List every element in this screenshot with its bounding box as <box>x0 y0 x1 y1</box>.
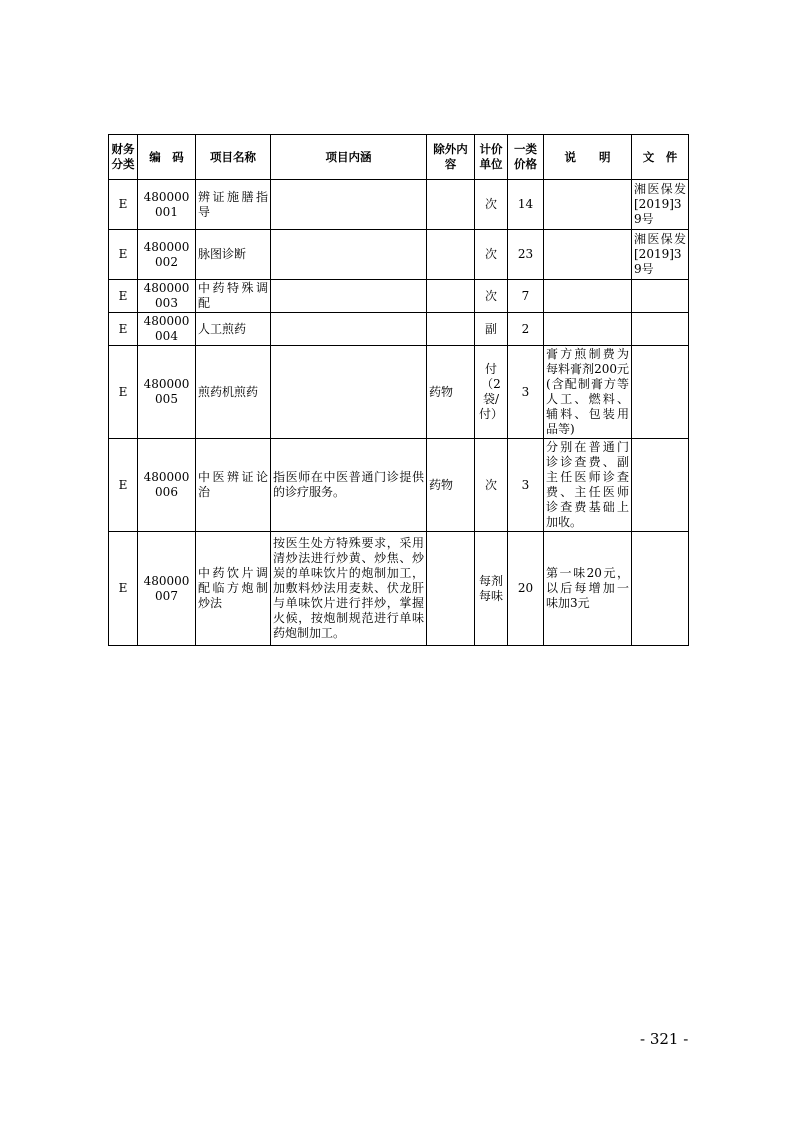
cell-document <box>632 532 689 646</box>
cell-unit: 次 <box>475 280 508 313</box>
cell-document <box>632 346 689 439</box>
cell-price: 3 <box>508 439 544 532</box>
cell-content: 按医生处方特殊要求，采用清炒法进行炒黄、炒焦、炒炭的单味饮片的炮制加工，加敷料炒法用麦麸、伏龙肝与单味饮片进行拌炒，掌握火候，按炮制规范进行单味药炮制加工。 <box>271 532 427 646</box>
cell-exclusions <box>427 280 475 313</box>
header-name: 项目名称 <box>196 135 271 180</box>
header-price: 一类价格 <box>508 135 544 180</box>
cell-category: E <box>109 439 138 532</box>
cell-exclusions <box>427 532 475 646</box>
cell-price: 23 <box>508 230 544 280</box>
cell-price: 20 <box>508 532 544 646</box>
cell-price: 7 <box>508 280 544 313</box>
cell-category: E <box>109 230 138 280</box>
cell-category: E <box>109 180 138 230</box>
cell-note <box>544 230 632 280</box>
cell-exclusions <box>427 230 475 280</box>
cell-name: 煎药机煎药 <box>196 346 271 439</box>
cell-exclusions <box>427 313 475 346</box>
cell-note: 第一味20元，以后每增加一味加3元 <box>544 532 632 646</box>
header-content: 项目内涵 <box>271 135 427 180</box>
cell-unit: 次 <box>475 230 508 280</box>
cell-price: 3 <box>508 346 544 439</box>
cell-category: E <box>109 346 138 439</box>
table-row <box>109 532 689 646</box>
cell-price: 14 <box>508 180 544 230</box>
cell-document <box>632 313 689 346</box>
cell-unit: 副 <box>475 313 508 346</box>
cell-name: 辨证施膳指导 <box>196 180 271 230</box>
cell-document: 湘医保发[2019]39号 <box>632 230 689 280</box>
cell-note <box>544 313 632 346</box>
cell-code: 480000007 <box>138 532 196 646</box>
cell-note <box>544 180 632 230</box>
cell-note: 分别在普通门诊诊查费、副主任医师诊查费、主任医师诊查费基础上加收。 <box>544 439 632 532</box>
cell-category: E <box>109 280 138 313</box>
header-code: 编 码 <box>138 135 196 180</box>
cell-unit: 付（2袋/付） <box>475 346 508 439</box>
cell-unit: 次 <box>475 439 508 532</box>
cell-name: 中药特殊调配 <box>196 280 271 313</box>
header-exclusions: 除外内容 <box>427 135 475 180</box>
cell-content <box>271 230 427 280</box>
cell-name: 脉图诊断 <box>196 230 271 280</box>
cell-code: 480000004 <box>138 313 196 346</box>
table-row <box>109 280 689 313</box>
cell-name: 中药饮片调配临方炮制炒法 <box>196 532 271 646</box>
cell-document: 湘医保发[2019]39号 <box>632 180 689 230</box>
cell-unit: 次 <box>475 180 508 230</box>
cell-code: 480000003 <box>138 280 196 313</box>
table-row <box>109 313 689 346</box>
header-document: 文 件 <box>632 135 689 180</box>
cell-category: E <box>109 532 138 646</box>
cell-name: 人工煎药 <box>196 313 271 346</box>
cell-note: 膏方煎制费为每料膏剂200元(含配制膏方等人工、燃料、辅料、包装用品等) <box>544 346 632 439</box>
cell-unit: 每剂每味 <box>475 532 508 646</box>
cell-note <box>544 280 632 313</box>
table-row <box>109 180 689 230</box>
page-number: - 321 - <box>640 1030 689 1048</box>
cell-content <box>271 313 427 346</box>
price-table <box>108 134 689 646</box>
cell-content: 指医师在中医普通门诊提供的诊疗服务。 <box>271 439 427 532</box>
cell-code: 480000001 <box>138 180 196 230</box>
cell-price: 2 <box>508 313 544 346</box>
cell-content <box>271 346 427 439</box>
header-unit: 计价单位 <box>475 135 508 180</box>
header-row <box>109 135 689 180</box>
cell-exclusions: 药物 <box>427 346 475 439</box>
cell-code: 480000002 <box>138 230 196 280</box>
cell-code: 480000005 <box>138 346 196 439</box>
cell-content <box>271 180 427 230</box>
table-row <box>109 439 689 532</box>
header-category: 财务分类 <box>109 135 138 180</box>
table-row <box>109 230 689 280</box>
header-note: 说 明 <box>544 135 632 180</box>
cell-content <box>271 280 427 313</box>
cell-document <box>632 439 689 532</box>
cell-code: 480000006 <box>138 439 196 532</box>
cell-exclusions: 药物 <box>427 439 475 532</box>
cell-document <box>632 280 689 313</box>
cell-category: E <box>109 313 138 346</box>
cell-name: 中医辨证论治 <box>196 439 271 532</box>
table-row <box>109 346 689 439</box>
cell-exclusions <box>427 180 475 230</box>
